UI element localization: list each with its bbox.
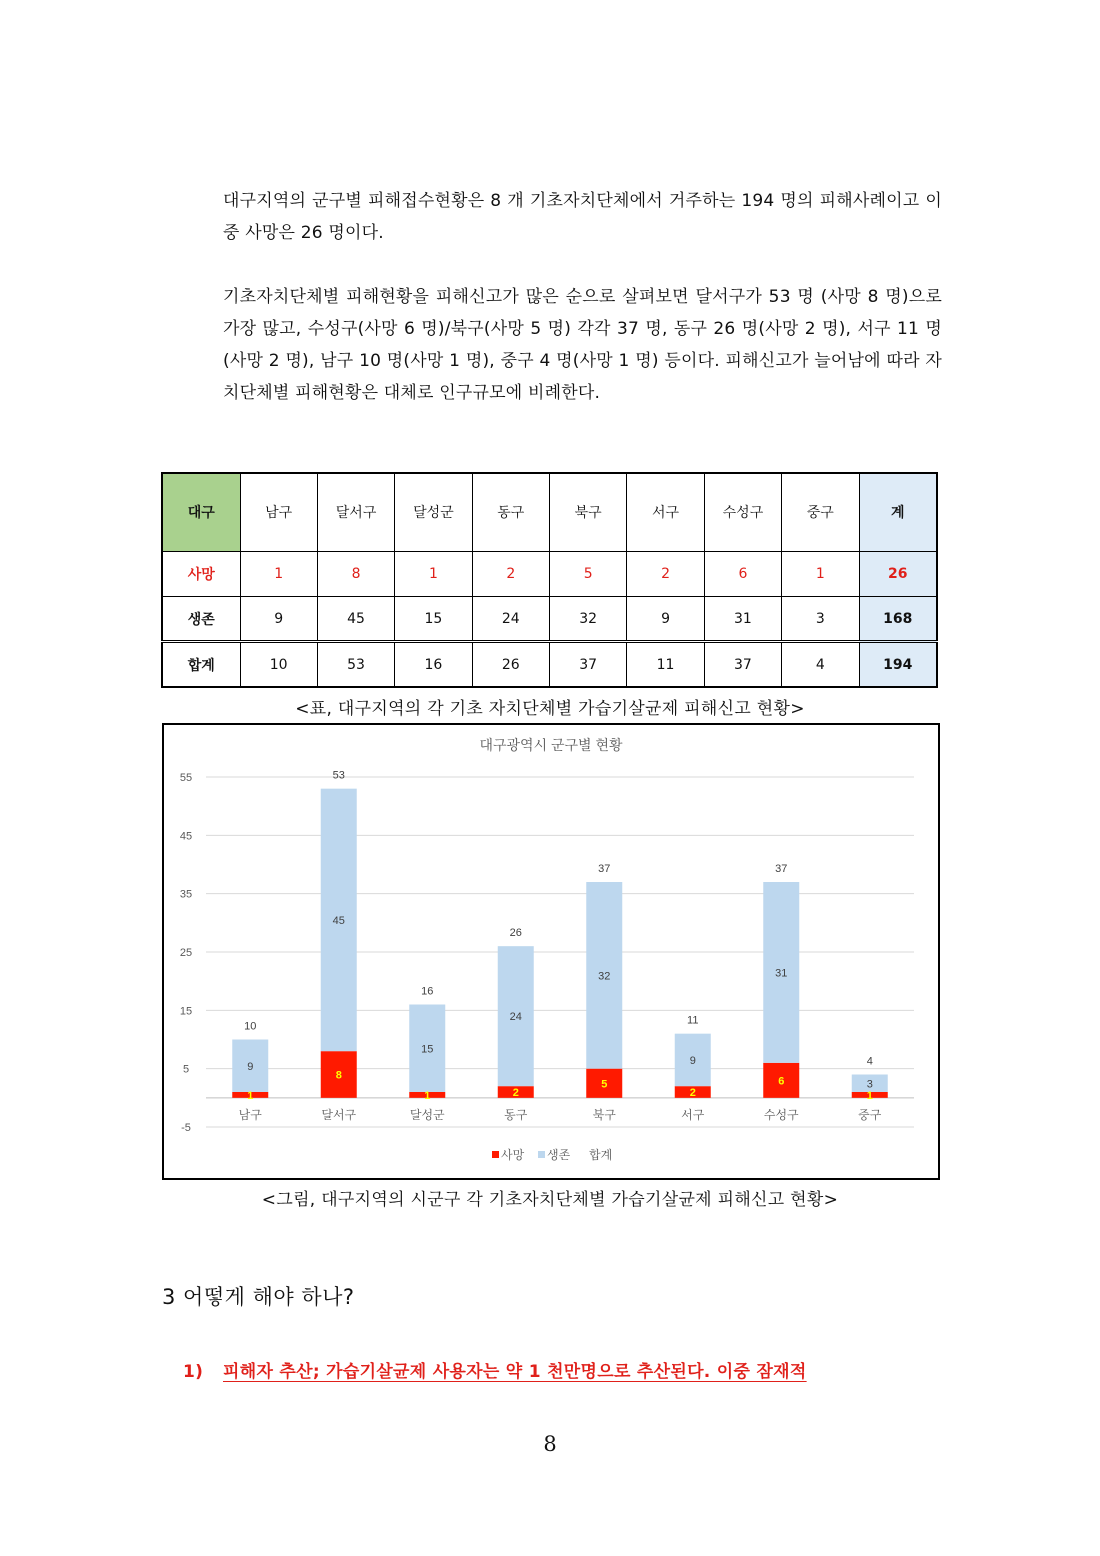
chart-caption: <그림, 대구지역의 시군구 각 기초자치단체별 가습기살균제 피해신고 현황> bbox=[261, 1190, 839, 1210]
data-label-death: 2 bbox=[512, 1087, 519, 1099]
table-cell: 37 bbox=[704, 642, 781, 687]
table-row bbox=[162, 597, 937, 642]
data-label-total: 37 bbox=[598, 863, 611, 875]
data-label-death: 6 bbox=[778, 1075, 785, 1088]
x-tick-label: 남구 bbox=[238, 1107, 262, 1122]
table-cell: 53 bbox=[317, 642, 394, 687]
table-cell: 24 bbox=[472, 597, 549, 642]
item-text: 피해자 추산; 가습기살균제 사용자는 약 1 천만명으로 추산된다. 이중 잠재적 bbox=[223, 1362, 807, 1382]
row-label: 사망 bbox=[162, 551, 240, 596]
table-cell: 45 bbox=[317, 597, 394, 642]
intro-paragraph: 대구지역의 군구별 피해접수현황은 8 개 기초자치단체에서 거주하는 194 명의 피해사례이고 이중 사망은 26 명이다. bbox=[223, 191, 942, 243]
total-col-header: 계 bbox=[859, 473, 937, 551]
x-tick-label: 수성구 bbox=[763, 1107, 799, 1122]
legend-swatch-alive bbox=[538, 1151, 545, 1158]
data-label-death: 1 bbox=[424, 1089, 431, 1102]
data-label-death: 2 bbox=[689, 1087, 696, 1099]
data-label-death: 8 bbox=[335, 1069, 342, 1082]
col-header: 동구 bbox=[472, 473, 549, 551]
x-tick-label: 서구 bbox=[681, 1107, 705, 1122]
col-header: 북구 bbox=[550, 473, 627, 551]
data-label-alive: 45 bbox=[332, 914, 345, 927]
table-cell: 8 bbox=[317, 551, 394, 596]
table-cell: 6 bbox=[704, 551, 781, 596]
col-header: 달성군 bbox=[395, 473, 472, 551]
data-label-total: 10 bbox=[244, 1020, 257, 1033]
table-cell: 3 bbox=[782, 597, 859, 642]
table-cell: 10 bbox=[240, 642, 317, 687]
y-tick-label: 25 bbox=[179, 947, 193, 959]
data-label-total: 16 bbox=[421, 985, 434, 998]
data-label-death: 1 bbox=[247, 1089, 254, 1102]
table-cell: 32 bbox=[550, 597, 627, 642]
bar-chart bbox=[162, 723, 940, 1180]
y-tick-label: 5 bbox=[182, 1063, 190, 1076]
y-tick-label: 45 bbox=[179, 830, 193, 843]
legend-label-total: 합계 bbox=[589, 1148, 613, 1162]
col-header: 중구 bbox=[782, 473, 859, 551]
row-label: 생존 bbox=[162, 597, 240, 642]
col-header: 수성구 bbox=[704, 473, 781, 551]
table-cell: 2 bbox=[627, 551, 704, 596]
table-cell: 5 bbox=[550, 551, 627, 596]
table-cell: 11 bbox=[627, 642, 704, 687]
legend-label-death: 사망 bbox=[501, 1148, 525, 1162]
y-tick-label: 35 bbox=[179, 888, 193, 901]
col-header: 서구 bbox=[627, 473, 704, 551]
table-cell: 31 bbox=[704, 597, 781, 642]
data-label-total: 53 bbox=[332, 769, 345, 782]
y-tick-label: -5 bbox=[181, 1122, 191, 1134]
x-tick-label: 동구 bbox=[504, 1107, 528, 1122]
table-row bbox=[162, 551, 937, 596]
total-cell: 26 bbox=[859, 551, 937, 596]
x-tick-label: 달서구 bbox=[321, 1107, 357, 1122]
total-cell: 194 bbox=[859, 642, 937, 687]
table-cell: 26 bbox=[472, 642, 549, 687]
table-cell: 16 bbox=[395, 642, 472, 687]
x-tick-label: 북구 bbox=[592, 1107, 616, 1122]
table-cell: 1 bbox=[395, 551, 472, 596]
analysis-paragraph: 기초자치단체별 피해현황을 피해신고가 많은 순으로 살펴보면 달서구가 53 명 (사망 8 명)으로 가장 많고, 수성구(사망 6 명)/북구(사망 5 명) 각각 37 명, 동구 26 명(사망 2 명), 서구 11 명(사망 2 명), 남구 10 명(사망 1 명), 중구 4 명(사망 1 명) 등이다. 피해신고가 늘어남에 따라 자치단체별 피해현황은 대체로 인구규모에 비례한다. bbox=[223, 287, 942, 403]
table-cell: 1 bbox=[782, 551, 859, 596]
y-tick-label: 15 bbox=[179, 1005, 193, 1018]
table-header-row bbox=[162, 473, 937, 551]
section-item bbox=[183, 1357, 943, 1382]
table-corner-cell: 대구 bbox=[162, 473, 240, 551]
legend-label-alive: 생존 bbox=[547, 1148, 571, 1162]
data-label-death: 1 bbox=[866, 1089, 873, 1102]
y-tick-label: 55 bbox=[179, 772, 193, 784]
data-label-total: 4 bbox=[866, 1055, 873, 1068]
table-caption: <표, 대구지역의 각 기초 자치단체별 가습기살균제 피해신고 현황> bbox=[295, 699, 805, 719]
legend-swatch-death bbox=[492, 1151, 499, 1158]
page-number: 8 bbox=[543, 1432, 557, 1456]
data-label-alive: 32 bbox=[598, 970, 611, 983]
data-label-alive: 3 bbox=[866, 1078, 873, 1091]
table-cell: 4 bbox=[782, 642, 859, 687]
table-cell: 37 bbox=[550, 642, 627, 687]
x-tick-label: 중구 bbox=[858, 1107, 882, 1122]
total-cell: 168 bbox=[859, 597, 937, 642]
table-cell: 1 bbox=[240, 551, 317, 596]
table-cell: 15 bbox=[395, 597, 472, 642]
table-cell: 2 bbox=[472, 551, 549, 596]
data-label-total: 37 bbox=[775, 863, 788, 875]
data-label-alive: 15 bbox=[421, 1043, 434, 1056]
data-label-total: 26 bbox=[509, 927, 522, 940]
table-cell: 9 bbox=[240, 597, 317, 642]
data-label-alive: 31 bbox=[775, 967, 788, 980]
row-label: 합계 bbox=[162, 642, 240, 687]
chart-svg bbox=[164, 725, 938, 1178]
table-row bbox=[162, 642, 937, 687]
data-label-death: 5 bbox=[601, 1078, 608, 1091]
data-label-alive: 24 bbox=[509, 1011, 522, 1024]
x-tick-label: 달성군 bbox=[409, 1107, 445, 1122]
item-number: 1) bbox=[183, 1362, 204, 1382]
table-cell: 9 bbox=[627, 597, 704, 642]
chart-title: 대구광역시 군구별 현황 bbox=[479, 737, 623, 753]
col-header: 남구 bbox=[240, 473, 317, 551]
data-label-alive: 9 bbox=[247, 1060, 254, 1073]
col-header: 달서구 bbox=[317, 473, 394, 551]
data-label-total: 11 bbox=[687, 1014, 699, 1027]
section-title: 3 어떻게 해야 하나? bbox=[162, 1285, 355, 1309]
damage-table bbox=[161, 472, 938, 688]
data-label-alive: 9 bbox=[689, 1054, 696, 1067]
